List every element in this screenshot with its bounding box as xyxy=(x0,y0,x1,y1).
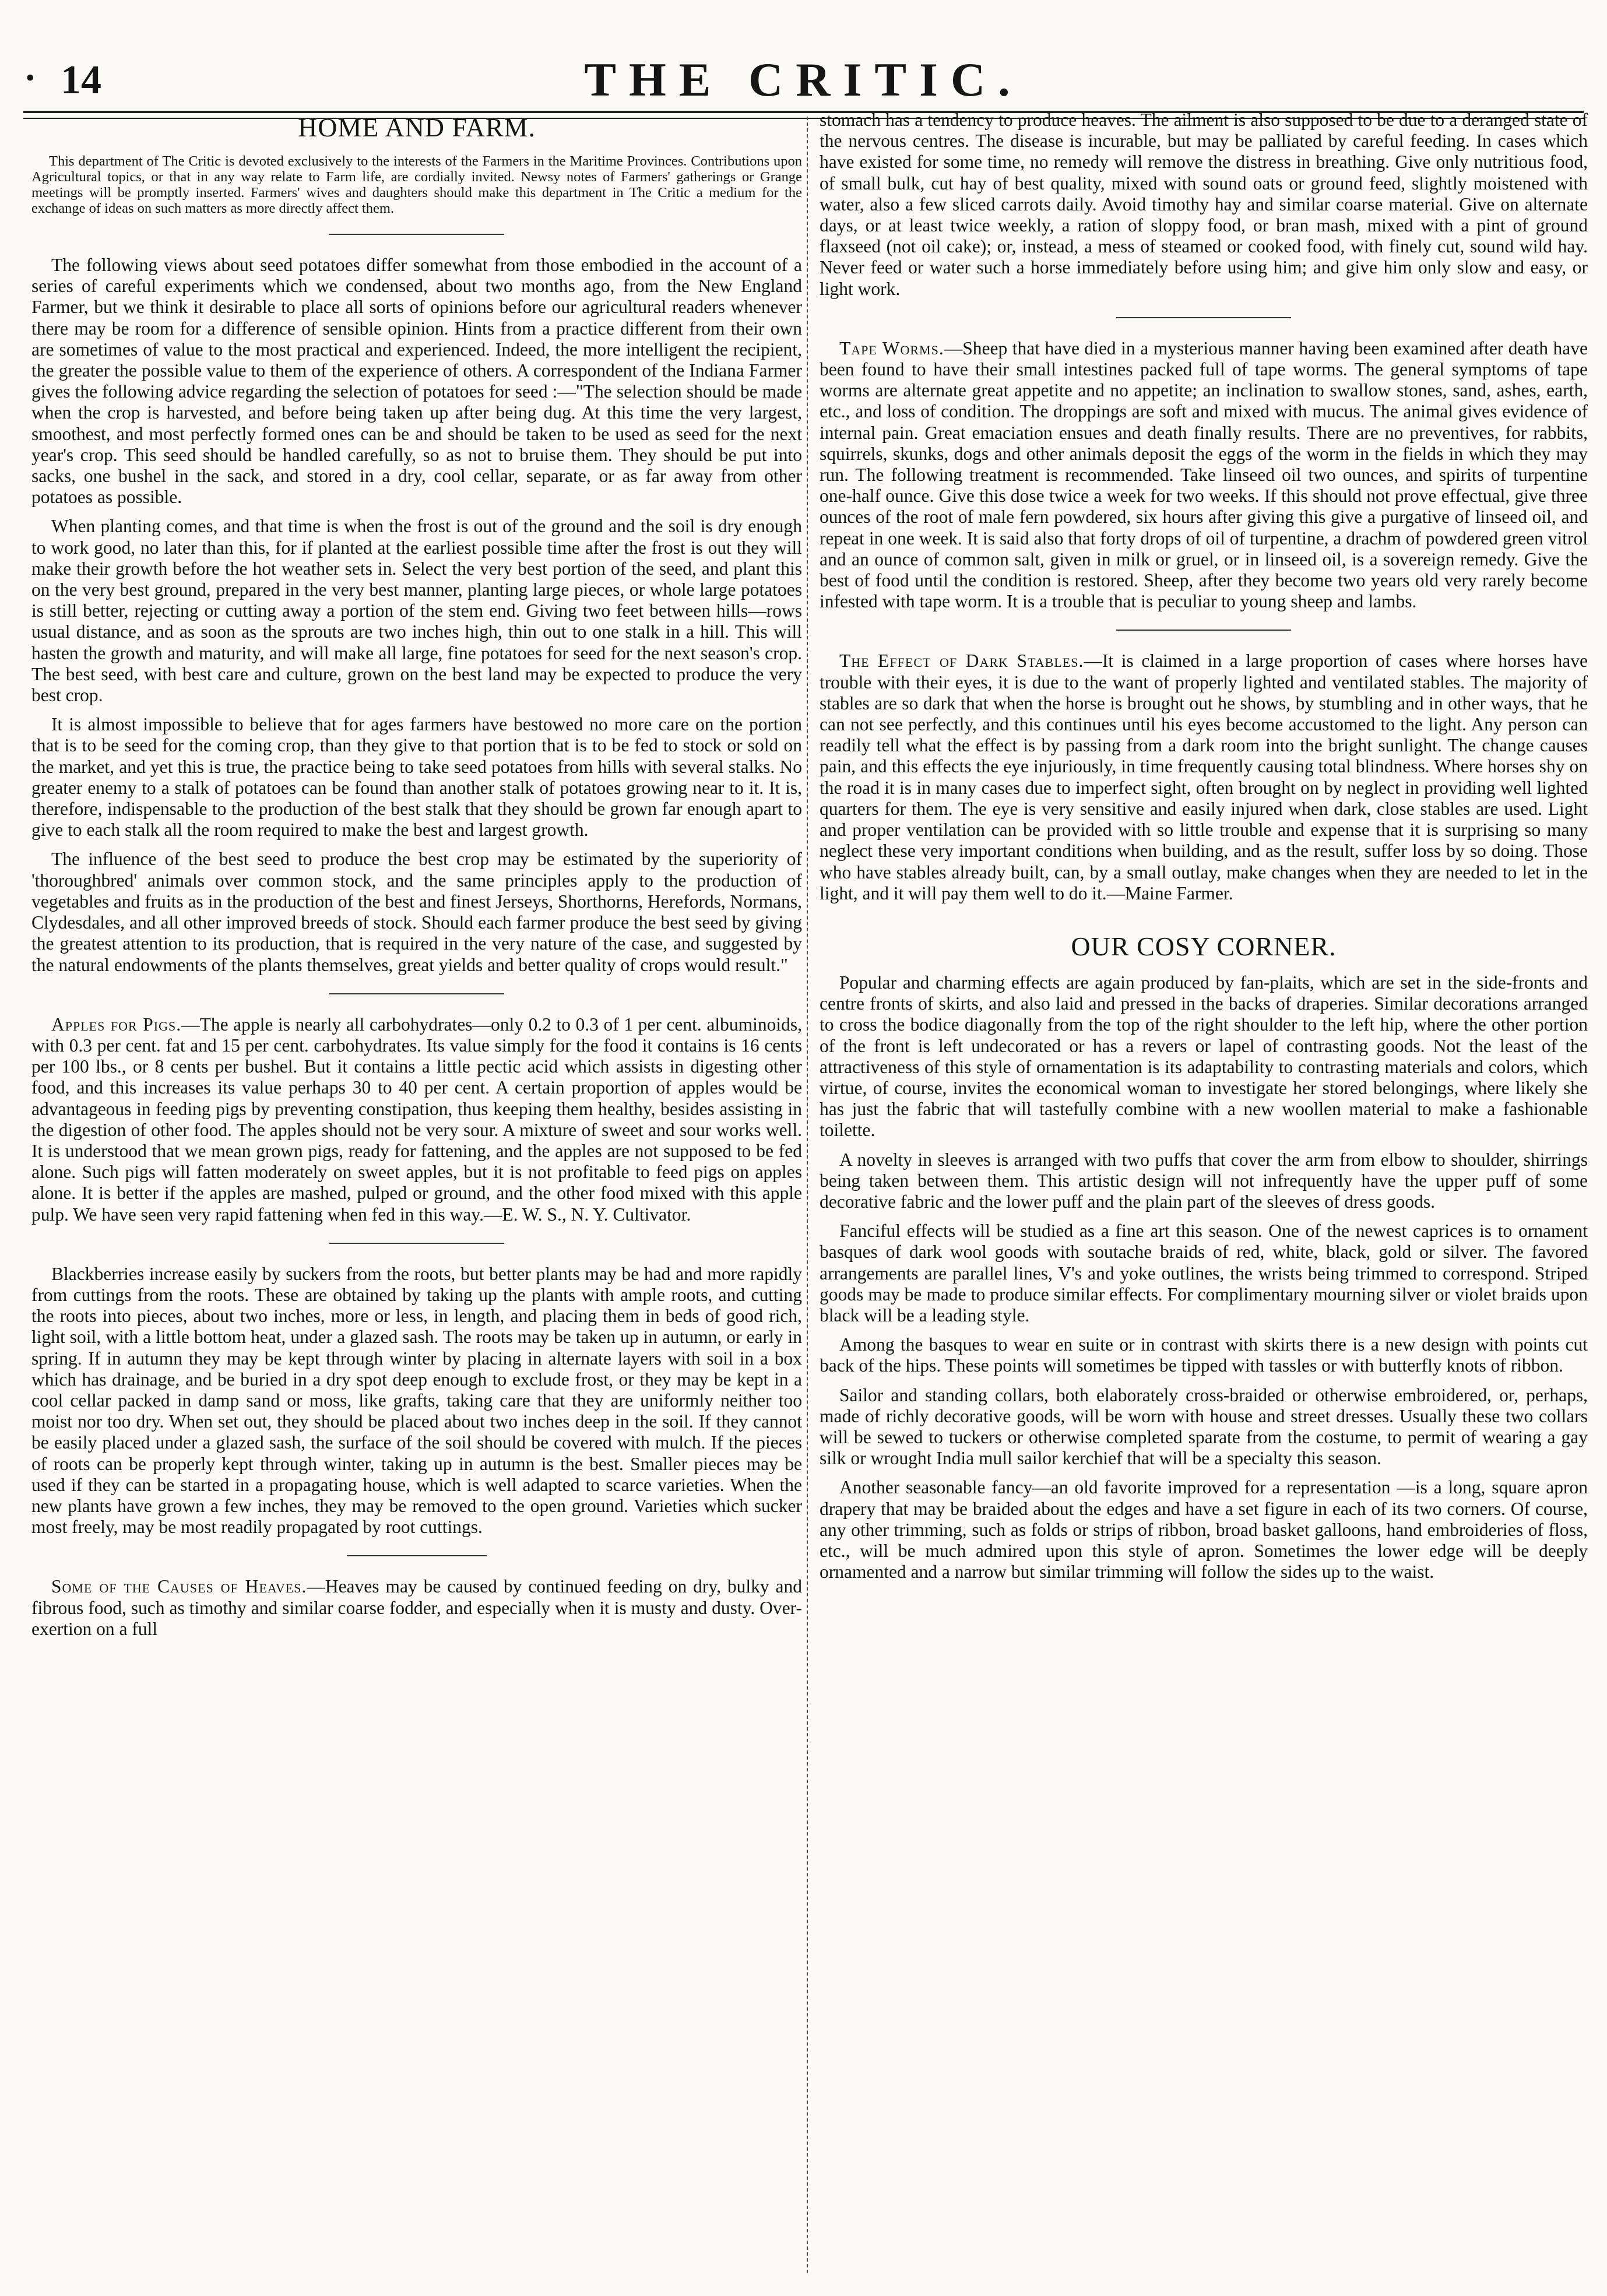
paragraph: When planting comes, and that time is when the frost is out of the ground and the soil is dry enough to work good, no later than this, for if planted at the earliest possible time after the frost is out they will make their growth before the hot weather sets in. Select the very best portion of the seed, and plant this on the very best ground, prepared in the very best manner, planting large pieces, or whole large potatoes is still better, rejecting or cutting away a portion of the stem end. Giving two feet between hills—rows usual distance, and as soon as the sprouts are two inches high, thin out to one stalk in a hill. This will hasten the growth and maturity, and will make all large, fine potatoes for seed for the next season's crop. The best seed, with best care and culture, grown on the best land may be expected to produce the very best crop. xyxy=(31,516,802,706)
article-lead-title: Some of the Causes of Heaves. xyxy=(51,1576,307,1597)
column-divider xyxy=(807,117,808,2273)
article-dark-stables xyxy=(820,651,1588,903)
paragraph: Another seasonable fancy—an old favorite improved for a representation —is a long, square apron drapery that may be braided about the edges and have a set figure in each of its two corners. Of course, any other trimming, such as folds or strips of ribbon, broad basket galloons, hand embroideries of floss, etc., will be much admired upon this style of apron. Sometimes the lower edge will be deeply ornamented and a narrow but similar trimming will follow the sides up to the waist. xyxy=(820,1477,1588,1583)
article-text: —Sheep that have died in a mysterious manner having been examined after death have been found to have their small intestines packed full of tape worms. The general symptoms of tape worms are alternate great appetite and no appetite; an inclination to swallow stones, sand, ashes, earth, etc., and loss of condition. The droppings are soft and mixed with mucus. The animal gives evidence of internal pain. Great emaciation ensues and death finally results. There are no preventives, for rabbits, squirrels, skunks, dogs and other animals deposit the eggs of the worm in the fields in which they may run. The following treatment is recommended. Take linseed oil two ounces, and spirits of turpentine one-half ounce. Give this dose twice a week for two weeks. If this should not prove effectual, give three ounces of the root of male fern powdered, six hours after giving this give a purgative of linseed oil, and repeat in one week. It is said also that forty drops of oil of turpentine, a drachm of powdered green vitrol and an ounce of common salt, given in milk or gruel, or in linseed oil, is a sovereign remedy. Give the best of food until the condition is restored. Sheep, after they become two years old very rarely become infested with tape worm. It is a trouble that is peculiar to young sheep and lambs. xyxy=(820,337,1588,612)
left-column xyxy=(31,110,802,1648)
page-number: 14 xyxy=(61,58,101,103)
article-heaves xyxy=(31,1576,802,1640)
paragraph: Sailor and standing collars, both elaborately cross-braided or otherwise embroidered, or, perhaps, made of richly decorative goods, will be worn with house and street dresses. Usually these two collars will be sewed to tuckers or otherwise completed sparate from the costume, to permit of wearing a gay silk or wrought India mull sailor kerchief that will be a specialty this season. xyxy=(820,1384,1588,1469)
paragraph: A novelty in sleeves is arranged with two puffs that cover the arm from elbow to shoulder, shirrings being taken between them. This artistic design will not infrequently have the upper puff of some decorative fabric and the lower puff and the plain part of the sleeves of dress goods. xyxy=(820,1149,1588,1212)
masthead xyxy=(23,22,1584,104)
paragraph xyxy=(820,651,1588,903)
section-heading-home-and-farm: HOME AND FARM. xyxy=(297,112,536,142)
section-separator xyxy=(329,993,504,994)
paragraph: Popular and charming effects are again produced by fan-plaits, which are set in the side-fronts and centre fronts of skirts, and also laid and pressed in the backs of draperies. Similar decorations arranged to cross the bodice diagonally from the top of the right shoulder to the left hip, where the other portion of the front is left undecorated or has a revers or lapel of contrasting goods. Not the least of the attractiveness of this style of ornamentation is its adaptability to contrasting materials and colors, which virtue, of course, invites the economical woman to investigate her stored belongings, where likely she has just the fabric that will tastefully combine with a new woollen material to make a fashionable toilette. xyxy=(820,972,1588,1141)
article-blackberries xyxy=(31,1264,802,1538)
article-tape-worms xyxy=(820,338,1588,613)
article-cosy-corner xyxy=(820,972,1588,1583)
bullet-mark: • xyxy=(26,64,35,92)
article-lead-title: Apples for Pigs. xyxy=(51,1014,182,1035)
notice-text: This department of The Critic is devoted exclusively to the interests of the Farmers in the Maritime Provinces. Contributions upon Agricultural topics, or that in any way relate to Farm life, are cordially invited. Newsy notes of Farmers' gatherings or Grange meetings will be promptly inserted. Farmers' wives and daughters should make this department in The Critic a medium for the exchange of ideas on such matters as more directly affect them. xyxy=(31,153,802,216)
section-heading-cosy-corner: OUR COSY CORNER. xyxy=(1071,931,1337,961)
article-apples-for-pigs xyxy=(31,1014,802,1225)
article-lead-title: Tape Worms. xyxy=(839,337,944,358)
newspaper-title: THE CRITIC. xyxy=(584,53,1023,106)
section-separator xyxy=(1116,317,1291,318)
department-notice xyxy=(31,153,802,216)
right-column xyxy=(820,110,1588,1591)
paragraph xyxy=(31,1576,802,1640)
paragraph xyxy=(820,338,1588,613)
section-separator xyxy=(1116,630,1291,631)
paragraph: It is almost impossible to believe that for ages farmers have bestowed no more care on the portion that is to be seed for the coming crop, than they give to that portion that is to be fed to stock or sold on the market, and yet this is true, the practice being to take seed potatoes from hills with several stalks. No greater enemy to a stalk of potatoes can be found than another stalk of potatoes growing near to it. It is, therefore, indispensable to the production of the best stalk that they should be grown far enough apart to give to each stalk all the room required to make the best and largest growth. xyxy=(31,714,802,841)
section-separator xyxy=(347,1555,487,1556)
paragraph: Blackberries increase easily by suckers from the roots, but better plants may be had and more rapidly from cuttings from the roots. These are obtained by taking up the plants with ample roots, and cutting the roots into pieces, about two inches, more or less, in length, and placing them in beds of good rich, light soil, with a little bottom heat, under a glazed sash. The roots may be taken up in autumn, or early in spring. If in autumn they may be kept through winter by placing in alternate layers with soil in a box which has drainage, and be buried in a dry spot deep enough to exclude frost, or they may be kept in a cool cellar packed in damp sand or moss, like grafts, taking care that they are uniformly neither too moist nor too dry. When set out, they should be placed about two inches deep in the soil. If they cannot be easily placed under a glazed sash, the surface of the soil should be covered with mulch. If the pieces of roots can be properly kept through winter, taking up in autumn is the best. Smaller pieces may be used if they can be started in a propagating house, which is well adapted to scarce varieties. When the new plants have grown a few inches, they may be removed to the open ground. Varieties which sucker most freely, may be most readily propagated by root cuttings. xyxy=(31,1263,802,1538)
article-heaves-continued xyxy=(820,110,1588,300)
section-separator xyxy=(329,1243,504,1244)
paragraph xyxy=(31,1014,802,1225)
paragraph: Fanciful effects will be studied as a fine art this season. One of the newest caprices is to ornament basques of dark wool goods with soutache braids of red, white, black, gold or silver. The favored arrangements are parallel lines, V's and yoke outlines, the wrists being trimmed to correspond. Striped goods may be made to produce similar effects. For complimentary mourning silver or violet braids upon black will be a leading style. xyxy=(820,1221,1588,1325)
article-seed-potatoes xyxy=(31,255,802,976)
paragraph: The influence of the best seed to produce the best crop may be estimated by the superiority of 'thoroughbred' animals over common stock, and the same principles apply to the production of vegetables and fruits as in the production of the best and finest Jerseys, Shorthorns, Herefords, Normans, Clydesdales, and all other improved breeds of stock. Should each farmer produce the best seed by giving the greatest attention to its production, that is required in the very nature of the case, and suggested by the natural endowments of the plants themselves, great yields and better quality of crops would result." xyxy=(31,849,802,975)
paragraph: stomach has a tendency to produce heaves. The ailment is also supposed to be due to a deranged state of the nervous centres. The disease is incurable, but may be palliated by careful feeding. In cases which have existed for some time, no remedy will remove the distress in breathing. Give only nutritious food, of small bulk, cut hay of best quality, mixed with sound oats or ground feed, slightly moistened with water, also a few sliced carrots daily. Avoid timothy hay and similar coarse material. Give on alternate days, or at least twice weekly, a ration of sloppy food, or bran mash, mixed with a pint of ground flaxseed (not oil cake); or, instead, a mess of steamed or cooked food, with finely cut, sound wild hay. Never feed or water such a horse immediately before using him; and give him only slow and easy, or light work. xyxy=(820,110,1588,299)
section-separator xyxy=(329,234,504,235)
paragraph: Among the basques to wear en suite or in contrast with skirts there is a new design with points cut back of the hips. These points will sometimes be tipped with tassles or with butterfly knots of ribbon. xyxy=(820,1334,1588,1376)
article-text: —The apple is nearly all carbohydrates—only 0.2 to 0.3 of 1 per cent. albuminoids, with 0.3 per cent. fat and 15 per cent. carbohydrates. Its value simply for the food it contains is 16 cents per 100 lbs., or 8 cents per bushel. But it contains a little pectic acid which assists in digesting other food, and this increases its value perhaps 30 to 40 per cent. A certain proportion of apples would be advantageous in feeding pigs by preventing constipation, thus keeping them healthy, besides assisting in the digestion of other food. The apples should not be very sour. A mixture of sweet and sour works well. It is understood that we mean grown pigs, ready for fattening, and the apples are not supposed to be fed alone. Such pigs will fatten moderately on sweet apples, but it is not profitable to feed pigs on apples alone. It is better if the apples are mashed, pulped or ground, and the other food mixed with this apple pulp. We have seen very rapid fattening when fed in this way.—E. W. S., N. Y. Cultivator. xyxy=(31,1014,802,1225)
paragraph: The following views about seed potatoes differ somewhat from those embodied in the account of a series of careful experiments which we condensed, about two months ago, from the New England Farmer, but we think it desirable to place all sorts of opinions before our agricultural readers whenever there may be room for a difference of sensible opinion. Hints from a practice different from their own are sometimes of value to the most practical and experienced. Indeed, the more intelligent the recipient, the greater the possible value to them of the experience of others. A correspondent of the Indiana Farmer gives the following advice regarding the selection of potatoes for seed :—"The selection should be made when the crop is harvested, and before being taken up after being dug. At this time the very largest, smoothest, and most perfectly formed ones can be and should be taken to be used as seed for the next year's crop. This seed should be handled carefully, so as not to bruise them. They should be put into sacks, one bushel in the sack, and stored in a dry, cool cellar, separate, or as far away from other potatoes as possible. xyxy=(31,255,802,508)
article-lead-title: The Effect of Dark Stables. xyxy=(839,651,1084,671)
article-text: —Heaves may be caused by continued feeding on dry, bulky and fibrous food, such as timothy and similar coarse fodder, and especially when it is musty and dusty. Over-exertion on a full xyxy=(31,1576,802,1639)
article-text: —It is claimed in a large proportion of cases where horses have trouble with their eyes, it is due to the want of properly lighted and ventilated stables. The majority of stables are so dark that when the horse is brought out he shows, by stumbling and in other ways, that he can not see perfectly, and this continues until his eyes become accustomed to the light. Any person can readily tell what the effect is by passing from a dark room into the bright sunlight. The change causes pain, and this effects the eye injuriously, in time frequently causing total blindness. Where horses shy on the road it is in many cases due to imperfect sight, often brought on by neglect in providing well lighted quarters for them. The eye is very sensitive and easily injured when dark, close stables are used. Light and proper ventilation can be provided with so little trouble and expense that it is surprising so many neglect these very important conditions when building, and as the result, suffer loss by so doing. Those who have stables already built, can, by a small outlay, make changes when they are needed to let in the light, and it will pay them well to do it.—Maine Farmer. xyxy=(820,651,1588,903)
